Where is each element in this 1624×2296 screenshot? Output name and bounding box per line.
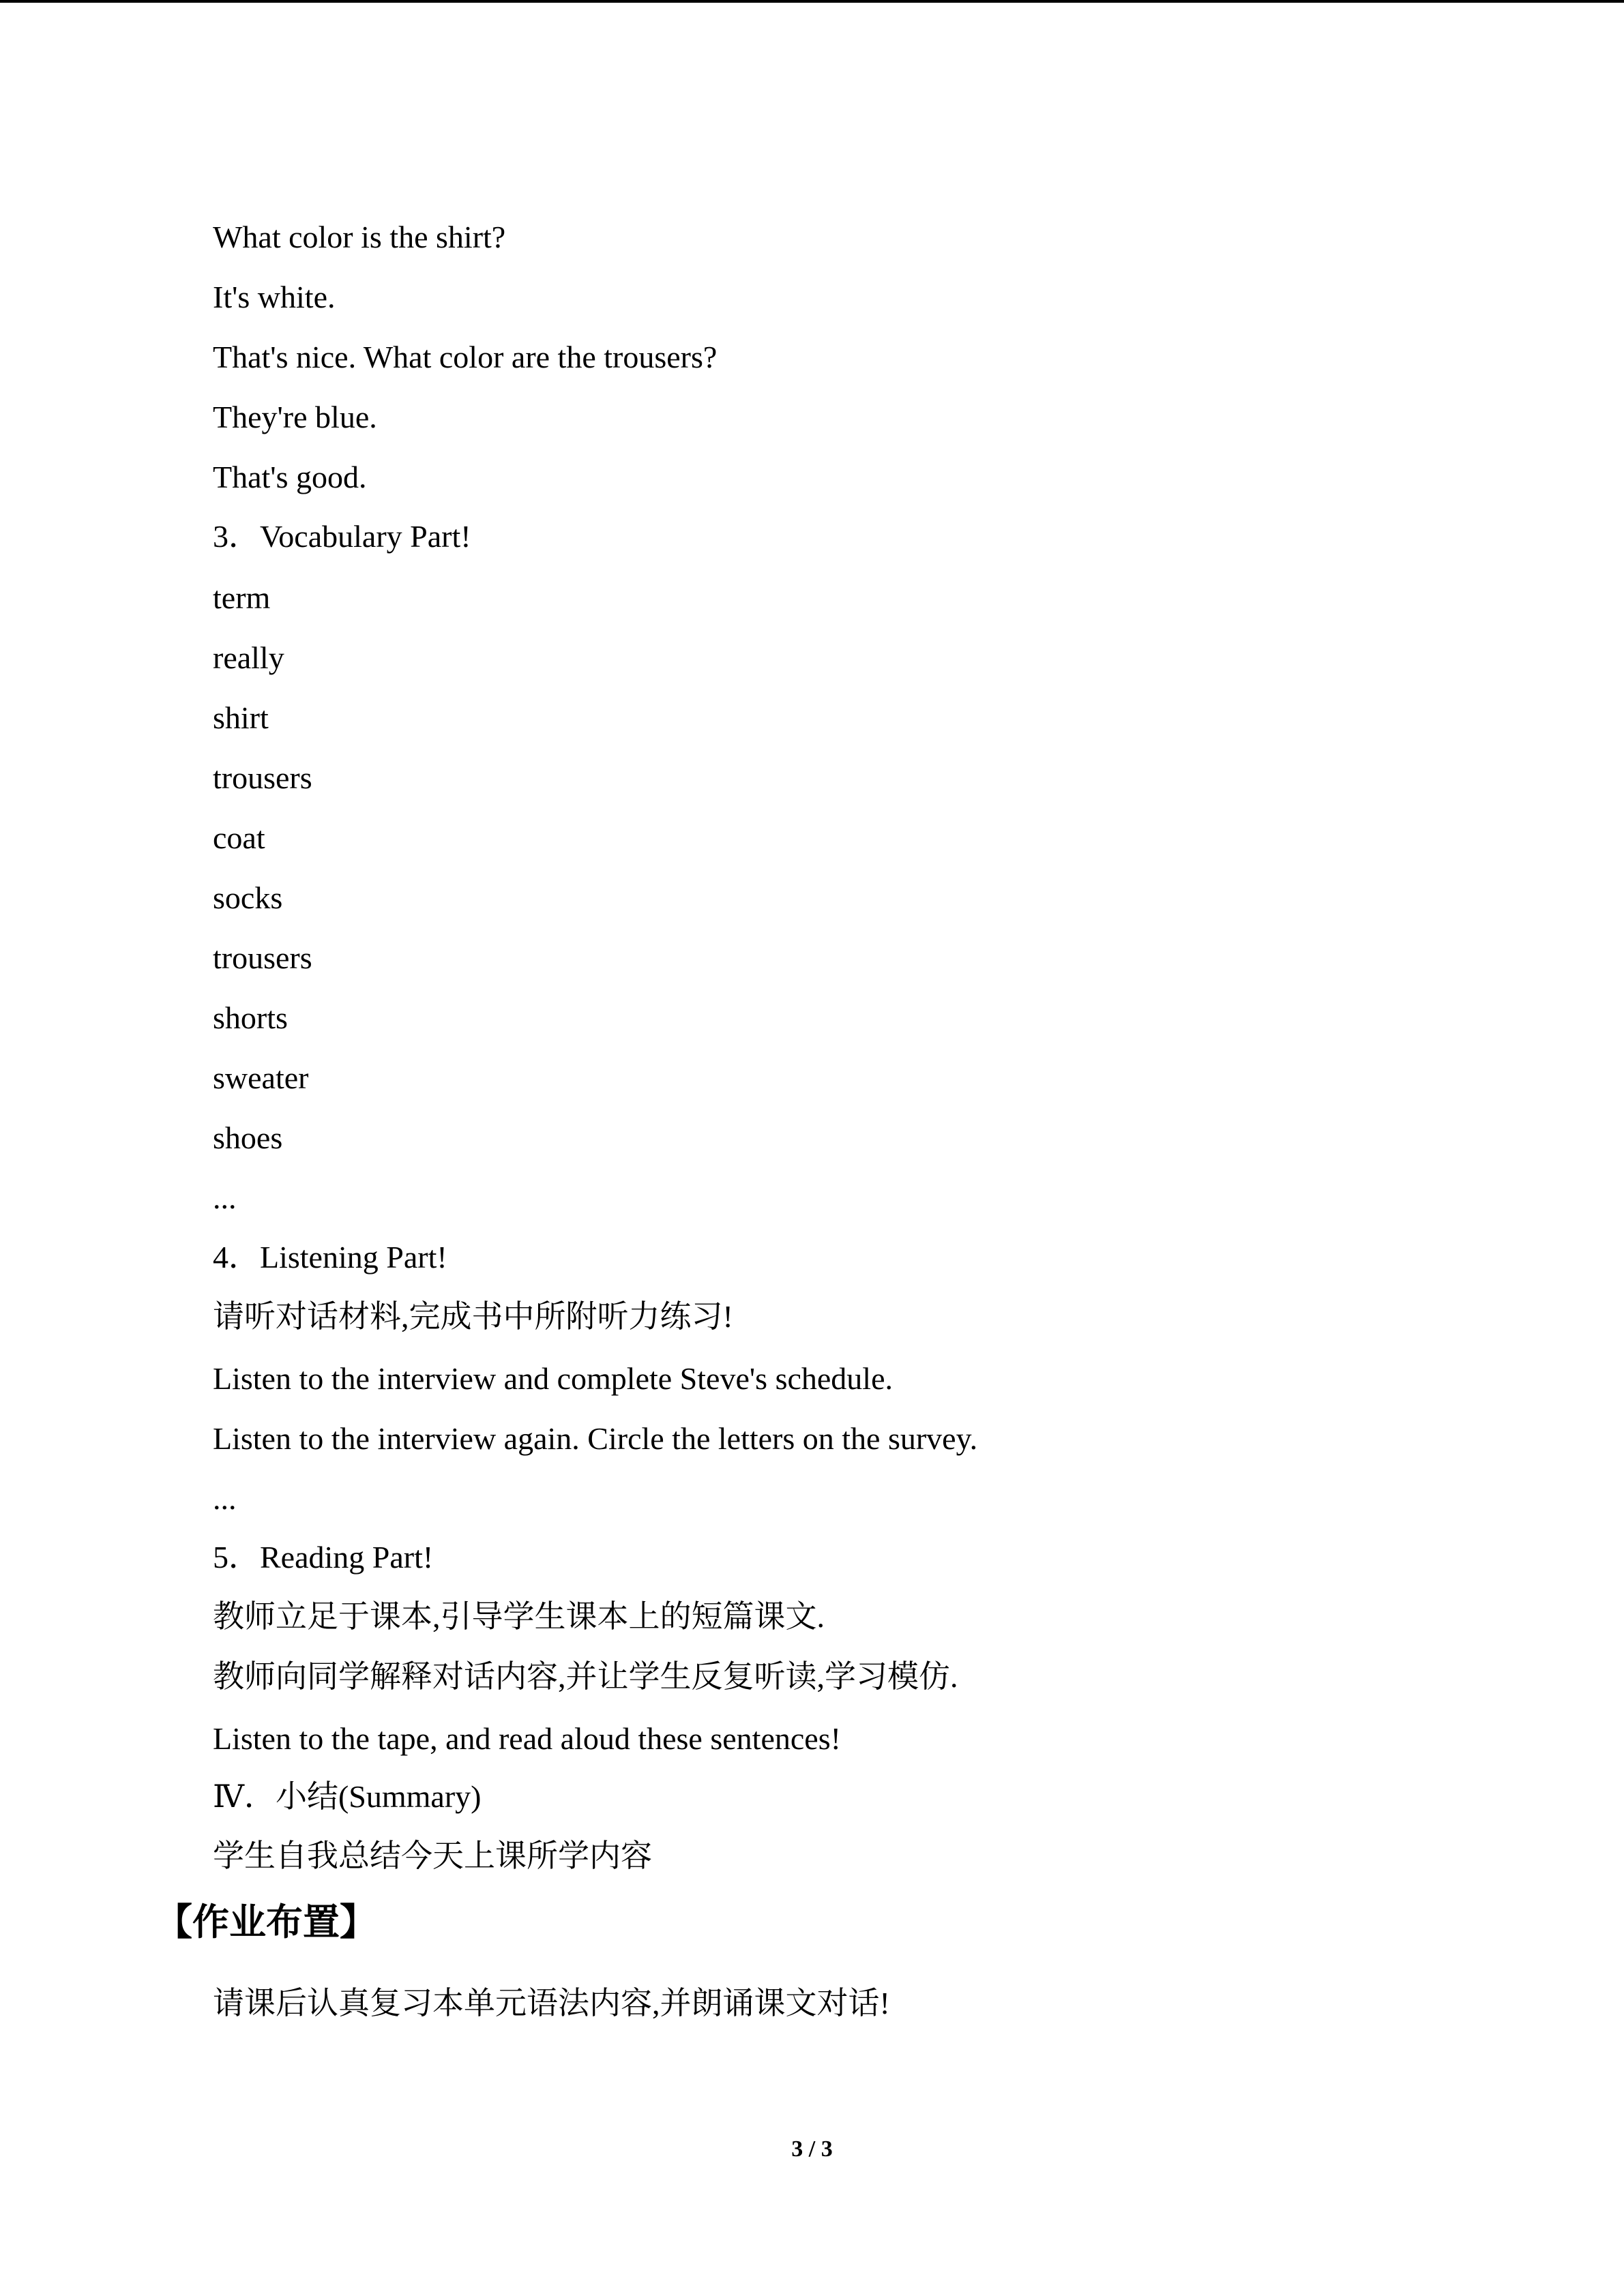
dialogue-line: They're blue. [213,400,377,434]
vocabulary-item: shirt [213,700,269,735]
instruction-line: 学生自我总结今天上课所学内容 [213,1838,652,1873]
section-heading-listening: 4．Listening Part! [213,1240,447,1274]
instruction-line: Listen to the tape, and read aloud these sentences! [213,1721,841,1756]
vocabulary-item: term [213,580,271,615]
instruction-line: 请听对话材料,完成书中所附听力练习! [213,1299,733,1334]
page-number: 3 / 3 [791,2136,833,2162]
instruction-line: 教师立足于课本,引导学生课本上的短篇课文. [213,1599,825,1634]
homework-text: 请课后认真复习本单元语法内容,并朗诵课文对话! [213,1986,890,2021]
instruction-line: 教师向同学解释对话内容,并让学生反复听读,学习模仿. [213,1659,958,1694]
instruction-line: Listen to the interview again. Circle the letters on the survey. [213,1421,978,1456]
vocabulary-item: really [213,640,284,675]
ellipsis-line: ... [213,1481,237,1516]
vocabulary-item: shoes [213,1120,283,1155]
vocabulary-item: trousers [213,760,312,795]
dialogue-line: It's white. [213,280,336,314]
section-heading-reading: 5．Reading Part! [213,1540,434,1575]
section-heading-vocabulary: 3．Vocabulary Part! [213,519,471,554]
vocabulary-item: coat [213,820,265,855]
section-heading-summary: Ⅳ．小结(Summary) [213,1779,482,1814]
dialogue-line: That's good. [213,460,367,494]
dialogue-line: What color is the shirt? [213,220,506,254]
dialogue-line: That's nice. What color are the trousers? [213,340,718,374]
vocabulary-item: sweater [213,1060,309,1095]
vocabulary-item: trousers [213,940,312,975]
homework-heading: 【作业布置】 [156,1900,377,1943]
vocabulary-item: shorts [213,1000,288,1035]
instruction-line: Listen to the interview and complete Steve's schedule. [213,1361,893,1396]
page-top-border [0,0,1624,3]
ellipsis-line: ... [213,1180,237,1215]
vocabulary-item: socks [213,880,283,915]
